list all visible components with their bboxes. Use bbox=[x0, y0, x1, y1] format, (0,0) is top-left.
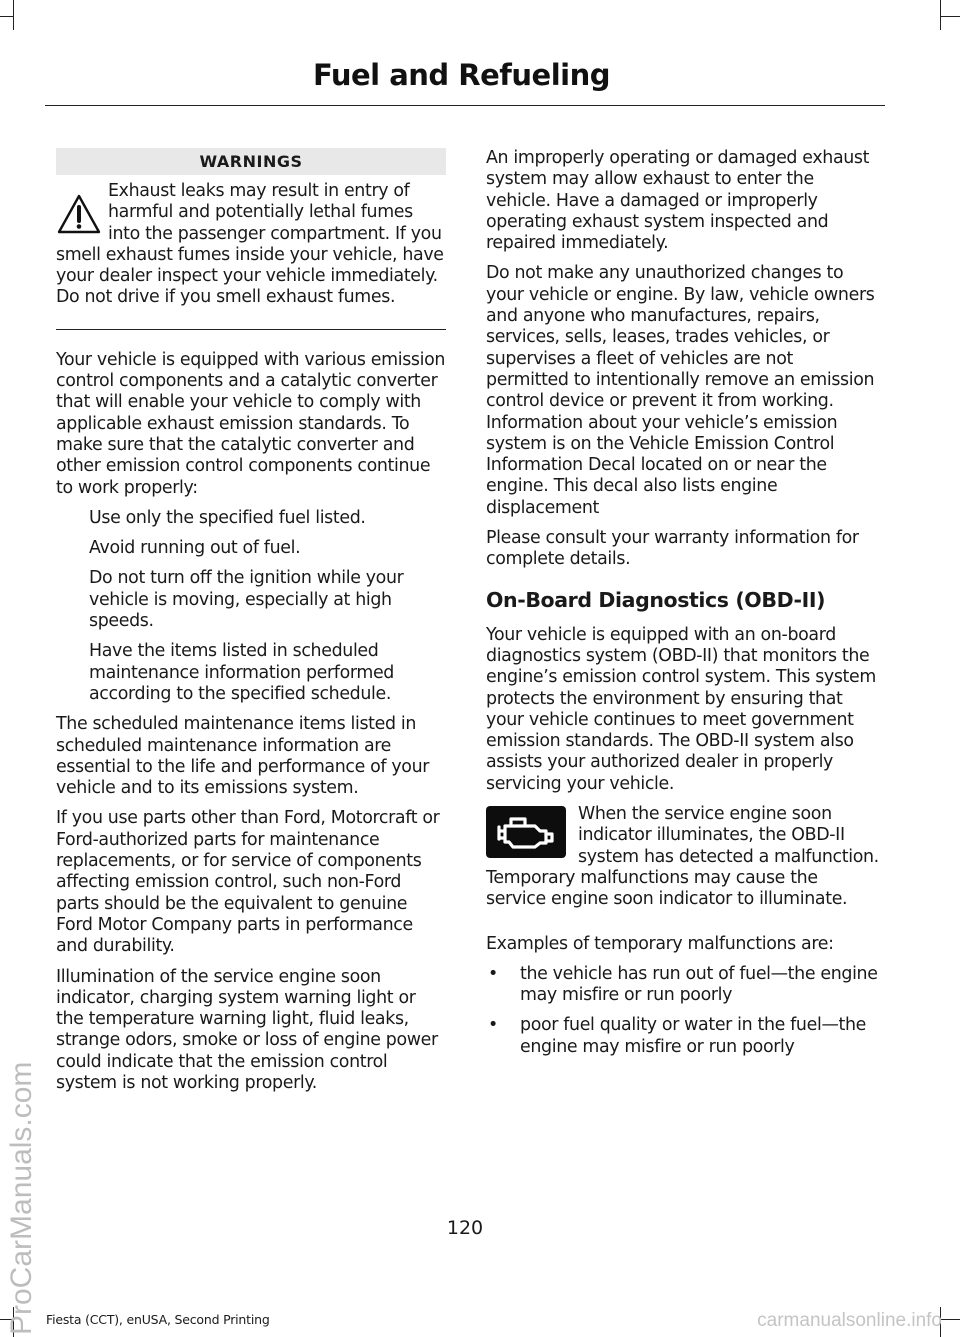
left-column bbox=[56, 148, 446, 1103]
engine-indicator-block bbox=[486, 804, 880, 919]
paragraph: Illumination of the service engine soon indicator, charging system warning light or the temperature warning light, fluid leaks, strange odors, smoke or loss of engine power could indicate that the emission control system is not working properly. bbox=[56, 966, 438, 1093]
right-column bbox=[486, 148, 880, 1067]
crop-mark bbox=[13, 0, 14, 30]
footer-text: Fiesta (CCT), enUSA, Second Printing bbox=[46, 1312, 270, 1327]
list-item: Do not turn off the ignition while your vehicle is moving, especially at high speeds. bbox=[89, 568, 404, 632]
bullet-marker: • bbox=[488, 1015, 498, 1036]
list-item: Avoid running out of fuel. bbox=[89, 538, 301, 559]
watermark-bottom: carmanualsonline.info bbox=[757, 1310, 942, 1331]
section-heading: On-Board Diagnostics (OBD-II) bbox=[486, 587, 826, 612]
list-item-text: the vehicle has run out of fuel—the engine may misfire or run poorly bbox=[520, 963, 878, 1006]
crop-mark bbox=[940, 0, 941, 30]
check-engine-icon bbox=[486, 806, 566, 858]
warning-text: Exhaust leaks may result in entry of harmful and potentially lethal fumes into the passenger compartment. If you smell exhaust fumes inside your vehicle, have your dealer inspect your vehicle immediately. Do not drive if you smell exhaust fumes. bbox=[56, 181, 444, 308]
paragraph: An improperly operating or damaged exhaust system may allow exhaust to enter the vehicle. Have a damaged or improperly operating exhaust system inspected and repaired immediately. bbox=[486, 148, 870, 254]
list-item: Have the items listed in scheduled maintenance information performed according to the specified schedule. bbox=[89, 641, 394, 704]
paragraph: The scheduled maintenance items listed in scheduled maintenance information are essential to the life and performance of your vehicle and to its emissions system. bbox=[56, 714, 430, 799]
watermark-left: ProCarManuals.com bbox=[5, 1061, 38, 1335]
page-number: 120 bbox=[446, 1217, 484, 1239]
paragraph: Your vehicle is equipped with an on-board diagnostics system (OBD-II) that monitors the engine’s emission control system. This system protects the environment by ensuring that your vehicle continues to meet government emission standards. The OBD-II system also assists your authorized dealer in properly servicing your vehicle. bbox=[486, 624, 876, 794]
crop-mark bbox=[940, 1319, 960, 1320]
list-item bbox=[486, 1015, 880, 1058]
paragraph: If you use parts other than Ford, Motorcraft or Ford-authorized parts for maintenance replacements, or for service of components affecting emission control, such non-Ford parts should be the equivalent to genuine Ford Motor Company parts in performance and durability. bbox=[56, 808, 440, 957]
paragraph: Examples of temporary malfunctions are: bbox=[486, 933, 834, 954]
warnings-heading: WARNINGS bbox=[56, 148, 446, 175]
bullet-list bbox=[486, 964, 880, 1058]
warning-triangle-icon bbox=[56, 193, 102, 235]
paragraph: Your vehicle is equipped with various emission control components and a catalytic converter that will enable your vehicle to comply with applicable exhaust emission standards. To make sure that the catalytic converter and other emission control components continue to work properly: bbox=[56, 349, 446, 498]
list-item bbox=[486, 964, 880, 1007]
page-title: Fuel and Refueling bbox=[312, 58, 610, 92]
warning-box bbox=[56, 181, 446, 330]
crop-mark bbox=[940, 16, 960, 17]
list-item-text: poor fuel quality or water in the fuel—the engine may misfire or run poorly bbox=[520, 1015, 866, 1057]
crop-mark bbox=[0, 16, 14, 17]
paragraph: When the service engine soon indicator illuminates, the OBD-II system has detected a malfunction. Temporary malfunctions may cause the service engine soon indicator to illuminate. bbox=[486, 804, 879, 910]
paragraph: Please consult your warranty information for complete details. bbox=[486, 528, 859, 570]
maintenance-list bbox=[56, 508, 446, 705]
paragraph: Do not make any unauthorized changes to your vehicle or engine. By law, vehicle owners and anyone who manufactures, repairs, services, sells, leases, trades vehicles, or supervises a fleet of vehicles are not permitted to intentionally remove an emission control device or prevent it from working. Information about your vehicle’s emission system is on the Vehicle Emission Control Information Decal located on or near the engine. This decal also lists engine displacement bbox=[486, 263, 875, 518]
bullet-marker: • bbox=[488, 963, 498, 984]
list-item: Use only the specified fuel listed. bbox=[89, 507, 366, 528]
header-divider bbox=[45, 105, 885, 106]
